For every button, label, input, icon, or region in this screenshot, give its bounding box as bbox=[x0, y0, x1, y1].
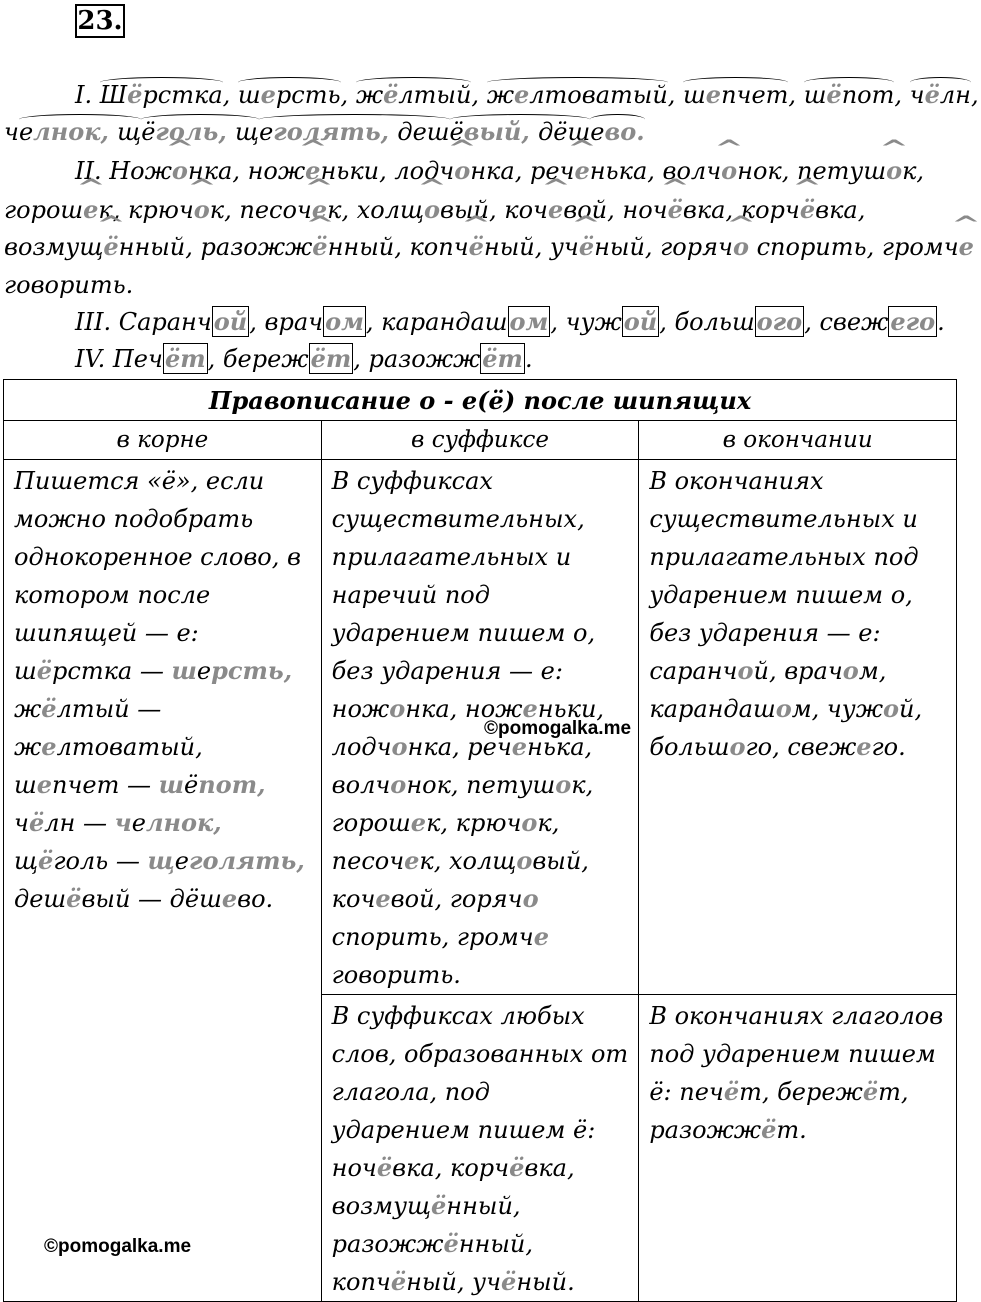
boxed-ending: ом bbox=[509, 307, 549, 336]
highlighted-vowel: вый, bbox=[463, 117, 539, 146]
boxed-ending: ого bbox=[756, 307, 803, 336]
highlighted-vowel: ё bbox=[38, 846, 54, 875]
highlighted-vowel: голять, bbox=[273, 117, 398, 146]
word-root-arc: жёлтый bbox=[355, 80, 472, 109]
root-example-2: жёлтый — bbox=[14, 694, 162, 723]
highlighted-vowel: е bbox=[221, 884, 238, 913]
word-root-arc: елнок, щ bbox=[18, 117, 142, 146]
boxed-ending: ёт bbox=[164, 344, 206, 373]
word-root-arc: чёлн bbox=[909, 80, 971, 109]
highlighted-vowel: лнок, bbox=[33, 117, 118, 146]
word-root-arc: шёпот bbox=[803, 80, 895, 109]
highlighted-vowel: ш bbox=[158, 770, 185, 799]
highlighted-vowel: ё bbox=[509, 1153, 525, 1182]
boxed-ending: ёт bbox=[310, 344, 352, 373]
suffix-examples-2: ночёвка, корчёвка, возмущённый, разожжённый, копчёный, учёный. bbox=[331, 1153, 575, 1296]
word-root-arc: ёголь, щ bbox=[141, 117, 260, 146]
highlighted-vowel: е bbox=[705, 80, 722, 109]
highlighted-vowel: ё bbox=[826, 80, 842, 109]
highlighted-vowel: рсть, bbox=[211, 656, 293, 685]
highlighted-vowel: ё bbox=[383, 80, 399, 109]
suffix-examples-1: ножонка, ноженьки, лодчонка, реченька, волчонок, петушок, горошек, крючок, песочек, холщовый, кочевой, горячо спорить, громче говорить. bbox=[331, 694, 605, 989]
word-root-arc: Шёрстка bbox=[99, 80, 223, 109]
section-2-line-4: говорить. bbox=[4, 271, 134, 299]
highlighted-vowel: ^ ё bbox=[469, 232, 484, 261]
highlighted-vowel: голь, bbox=[155, 117, 236, 146]
column-header-suffix: в суффиксе bbox=[321, 421, 639, 460]
root-example-6: щёголь — щеголять, bbox=[14, 846, 305, 875]
highlighted-vowel: ^ е bbox=[312, 195, 327, 224]
section-1-line-1: I. Шёрстка, шерсть, жёлтый, желтоватый, шепчет, шёпот, чёлн, bbox=[75, 80, 979, 109]
highlighted-vowel: ^ е bbox=[574, 156, 589, 185]
highlighted-vowel: ё bbox=[376, 1153, 393, 1182]
highlighted-vowel: ё bbox=[390, 1267, 407, 1296]
highlighted-vowel: е bbox=[856, 732, 872, 761]
highlighted-vowel: е bbox=[404, 846, 420, 875]
highlighted-vowel: ^ ё bbox=[579, 232, 594, 261]
highlighted-vowel: о bbox=[391, 732, 408, 761]
highlighted-vowel: ё bbox=[41, 694, 57, 723]
word-root-arc: еголять, деш bbox=[259, 117, 450, 146]
exercise-number: 23. bbox=[75, 4, 125, 38]
ending-rule-1-text: В окончаниях существительных и прилагательных под ударением пишем о, без ударения — е: bbox=[649, 467, 919, 647]
highlighted-vowel: голять, bbox=[188, 846, 305, 875]
highlighted-vowel: ^ о bbox=[194, 195, 210, 224]
highlighted-vowel: ^ ё bbox=[668, 195, 683, 224]
spelling-rules-table bbox=[3, 379, 957, 1302]
highlighted-vowel: ^ е bbox=[959, 232, 974, 261]
highlighted-vowel: о bbox=[555, 770, 572, 799]
highlighted-vowel: о bbox=[737, 656, 754, 685]
root-rule-cell bbox=[4, 460, 322, 1302]
highlighted-vowel: ^ ё bbox=[312, 232, 327, 261]
word-root-arc: ево. bbox=[590, 117, 645, 146]
highlighted-vowel: о bbox=[729, 732, 746, 761]
highlighted-vowel: ^ о bbox=[733, 232, 749, 261]
watermark-bottom: ©pomogalka.me bbox=[44, 1236, 192, 1257]
highlighted-vowel: лнок, bbox=[145, 808, 222, 837]
highlighted-vowel: ё bbox=[443, 1229, 459, 1258]
root-example-5: чёлн — челнок, bbox=[14, 808, 222, 837]
highlighted-vowel: ^ ё bbox=[800, 195, 815, 224]
highlighted-vowel: о bbox=[516, 846, 533, 875]
watermark-center: ©pomogalka.me bbox=[484, 718, 632, 739]
section-1-line-2: челнок, щёголь, щеголять, дешёвый, дёшево. bbox=[4, 117, 645, 146]
suffix-rule-cell-2 bbox=[321, 995, 639, 1302]
root-rule-text: Пишется «ё», если можно подобрать однокоренное слово, в котором после шипящей — е: bbox=[14, 467, 301, 647]
highlighted-vowel: щ bbox=[147, 846, 175, 875]
highlighted-vowel: о bbox=[390, 770, 407, 799]
highlighted-vowel: во. bbox=[604, 117, 645, 146]
highlighted-vowel: о bbox=[521, 808, 538, 837]
highlighted-vowel: е bbox=[410, 808, 427, 837]
highlighted-vowel: ё bbox=[66, 884, 82, 913]
ending-examples-1: саранчой, врачом, карандашом, чужой, большого, свежего. bbox=[649, 656, 923, 761]
word-root-arc: желтоватый bbox=[486, 80, 668, 109]
highlighted-vowel: ё bbox=[761, 1115, 777, 1144]
highlighted-vowel: ^ о bbox=[172, 156, 188, 185]
highlighted-vowel: ё bbox=[501, 1267, 517, 1296]
root-example-3: желтоватый, bbox=[14, 732, 203, 761]
highlighted-vowel: ^ о bbox=[424, 195, 440, 224]
highlighted-vowel: ^ о bbox=[454, 156, 470, 185]
table-title: Правописание о - е(ё) после шипящих bbox=[4, 380, 957, 421]
highlighted-vowel: о bbox=[389, 694, 406, 723]
section-2-line-2: горош^ ек, крюч^ ок, песоч^ ек, холщ^ овый, коч^ евой, ноч^ ёвка, корч^ ёвка, bbox=[4, 195, 865, 225]
root-example-4: шепчет — шёпот, bbox=[14, 770, 266, 799]
boxed-ending: ой bbox=[623, 307, 658, 336]
suffix-rule-2-text: В суффиксах любых слов, образованных от глагола, под ударением пишем ё: bbox=[331, 1002, 629, 1144]
highlighted-vowel: о bbox=[883, 694, 900, 723]
highlighted-vowel: о bbox=[522, 884, 539, 913]
highlighted-vowel: е bbox=[522, 694, 538, 723]
highlighted-vowel: ^ ё bbox=[103, 232, 118, 261]
highlighted-vowel: ё bbox=[127, 80, 143, 109]
section-4-line: IV. Печёт, бережёт, разожжёт. bbox=[75, 344, 533, 373]
column-header-ending: в окончании bbox=[639, 421, 957, 460]
word-root-arc: шерсть bbox=[237, 80, 341, 109]
highlighted-vowel: ч bbox=[114, 808, 132, 837]
highlighted-vowel: е bbox=[260, 80, 276, 109]
word-root-arc: ёвый, дёш bbox=[449, 117, 591, 146]
ending-rule-cell-1 bbox=[639, 460, 957, 995]
ending-rule-cell-2 bbox=[639, 995, 957, 1302]
highlighted-vowel: е bbox=[533, 922, 549, 951]
ending-rule-2-text: В окончаниях глаголов под ударением пишем ё: bbox=[649, 1002, 944, 1106]
boxed-ending: ёт bbox=[482, 344, 523, 373]
highlighted-vowel: ё bbox=[28, 808, 45, 837]
highlighted-vowel: о bbox=[775, 694, 792, 723]
section-2-line-1: II. Нож^ онка, нож^ еньки, лодч^ онка, реч^ енька, волч^ онок, петуш^ ок, bbox=[75, 156, 924, 186]
boxed-ending: ом bbox=[325, 307, 364, 336]
highlighted-vowel: ё bbox=[431, 1191, 447, 1220]
highlighted-vowel: ^ е bbox=[305, 156, 320, 185]
highlighted-vowel: ш bbox=[171, 656, 197, 685]
highlighted-vowel: ^ о bbox=[886, 156, 902, 185]
highlighted-vowel: е bbox=[511, 732, 528, 761]
highlighted-vowel: ё bbox=[723, 1077, 740, 1106]
section-3-line: III. Саранчой, врачом, карандашом, чужой, большого, свежего. bbox=[75, 307, 945, 336]
highlighted-vowel: ^ о bbox=[721, 156, 737, 185]
column-header-root: в корне bbox=[4, 421, 322, 460]
highlighted-vowel: е bbox=[513, 80, 530, 109]
section-2-line-3: возмущ^ ённый, разожж^ ённый, копч^ ёный, уч^ ёный, горяч^ о спорить, громч^ е bbox=[4, 232, 974, 262]
suffix-rule-1-text: В суффиксах существительных, прилагательных и наречий под ударением пишем о, без ударения — е: bbox=[331, 467, 596, 685]
highlighted-vowel: ё bbox=[862, 1077, 879, 1106]
highlighted-vowel: ё bbox=[924, 80, 940, 109]
boxed-ending: ой bbox=[213, 307, 248, 336]
highlighted-vowel: е bbox=[41, 732, 57, 761]
highlighted-vowel: о bbox=[842, 656, 859, 685]
highlighted-vowel: ^ е bbox=[83, 195, 98, 224]
ending-examples-2: печёт, бережёт, разожжёт. bbox=[649, 1077, 909, 1144]
highlighted-vowel: е bbox=[375, 884, 391, 913]
word-root-arc: шепчет bbox=[683, 80, 789, 109]
highlighted-vowel: ё bbox=[36, 656, 53, 685]
highlighted-vowel: пот, bbox=[198, 770, 266, 799]
highlighted-vowel: е bbox=[36, 770, 53, 799]
root-example-7: дешёвый — дёшево. bbox=[14, 884, 274, 913]
boxed-ending: его bbox=[890, 307, 936, 336]
highlighted-vowel: ^ е bbox=[548, 195, 563, 224]
root-example-1: шёрстка — шерсть, bbox=[14, 656, 293, 685]
